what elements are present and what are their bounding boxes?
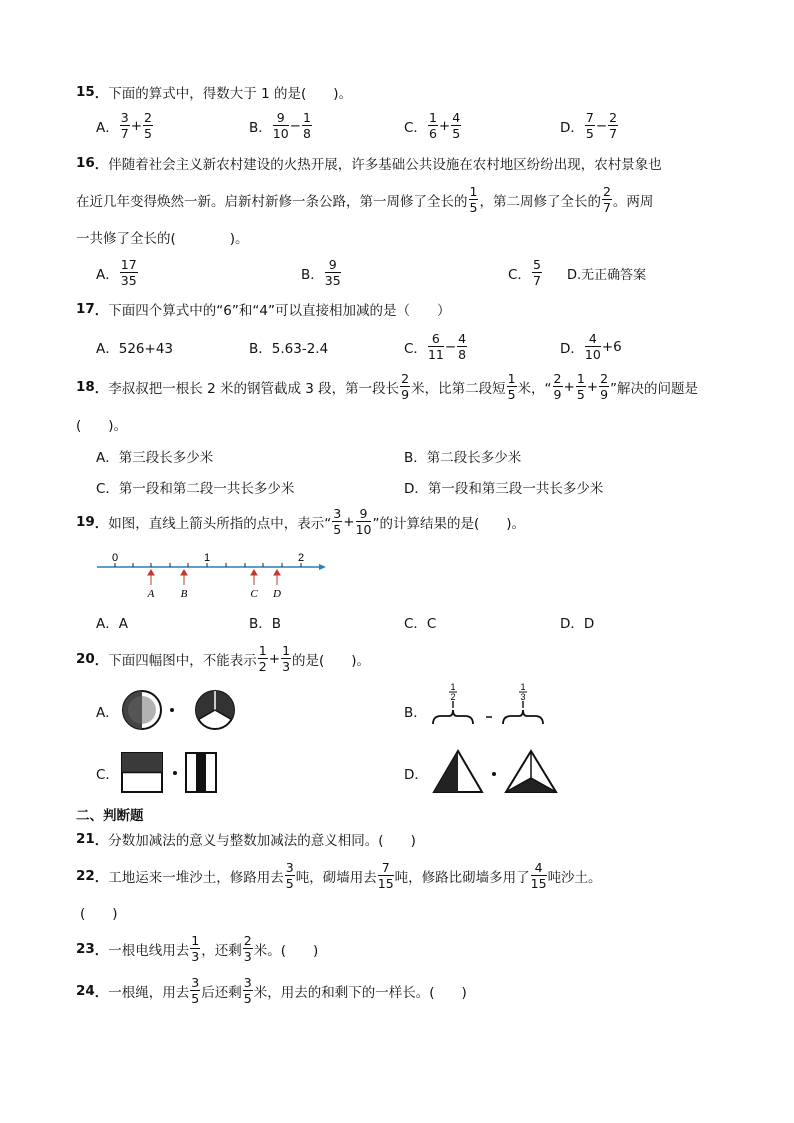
question-text: 下面四个算式中的“6”和“4”可以直接相加减的是（ ）: [108, 303, 451, 319]
q17-option-b[interactable]: [249, 337, 328, 357]
q20-option-d-label[interactable]: [404, 763, 428, 783]
fraction: $\frac{7}{15}$: [377, 859, 394, 891]
q19-option-b[interactable]: [249, 612, 281, 632]
question-22: 22 ． 工地运来一堆沙土，修路用去 $\frac{3}{5}$ 吨，砌墙用去 $\frac{7}{15}$ 吨，修路比砌墙多用了 $\frac{4}{15}$ 吨沙土。: [76, 859, 602, 891]
point-label-b: B: [180, 588, 188, 600]
fraction: $\frac{2}{3}$: [243, 932, 252, 964]
question-18-line2: [76, 414, 127, 434]
rect-half-shaded-region: [122, 753, 162, 773]
q20-option-a-figure[interactable]: [120, 688, 240, 734]
fraction: $\frac{4}{5}$: [452, 109, 461, 141]
question-text: 一共修了全长的( )。: [76, 231, 249, 247]
q16-option-b[interactable]: [301, 256, 342, 288]
question-19-stem: 19 ． 如图，直线上箭头所指的点中，表示“ $\frac{3}{5}$ + $\frac{9}{10}$ ”的计算结果的是( )。: [76, 505, 525, 537]
fraction: $\frac{7}{5}$: [585, 109, 594, 141]
section-title: 二、判断题: [76, 808, 144, 824]
option-label: B．: [404, 705, 427, 721]
fraction: $\frac{2}{7}$: [609, 109, 618, 141]
question-number: 18: [76, 379, 95, 395]
option-text: C．第一段和第二段一共长多少米: [96, 481, 295, 497]
q20-option-b-label[interactable]: [404, 701, 427, 721]
point-label-a: A: [147, 588, 155, 600]
tick-label-2: 2: [297, 552, 305, 564]
question-number: 15: [76, 84, 95, 100]
question-text: 下面四幅图中，不能表示: [108, 653, 257, 669]
option-text: C．C: [404, 616, 437, 632]
operator: −: [289, 118, 301, 134]
question-text: ( )。: [76, 418, 128, 434]
fraction: $\frac{3}{5}$: [243, 974, 252, 1006]
option-text: B．第二段长多少米: [404, 450, 522, 466]
question-text: 如图，直线上箭头所指的点中，表示“: [108, 516, 332, 532]
fraction: $\frac{1}{2}$: [258, 642, 267, 674]
question-number: 19: [76, 514, 95, 530]
question-17-stem: 17 ． 下面四个算式中的“6”和“4”可以直接相加减的是（ ）: [76, 301, 451, 319]
question-text: ，还剩: [201, 943, 242, 959]
fraction: $\frac{2}{7}$: [602, 183, 611, 215]
q20-option-c-label[interactable]: [96, 763, 119, 783]
option-label: A．: [96, 267, 119, 283]
number-line-figure: [90, 545, 340, 605]
question-22-answer[interactable]: [80, 902, 118, 922]
question-16-line2: [76, 183, 654, 215]
fraction: $\frac{1}{5}$: [507, 370, 516, 402]
tick-label-1: 1: [203, 552, 211, 564]
operator: +: [586, 379, 599, 395]
fraction: $\frac{1}{8}$: [302, 109, 311, 141]
option-text: D．第一段和第三段一共长多少米: [404, 481, 604, 497]
question-text: 在近几年变得焕然一新。启新村新修一条公路，第一周修了全长的: [76, 194, 468, 210]
shading-texture: [128, 696, 156, 724]
answer-blank: ( ): [80, 906, 118, 922]
fraction: $\frac{1}{5}$: [469, 183, 478, 215]
fraction: $\frac{9}{10}$: [355, 505, 372, 537]
option-label: D.无正确答案: [567, 267, 647, 283]
question-15-stem: 15 ． 下面的算式中，得数大于 1 的是( )。: [76, 84, 353, 102]
question-24: 24 ． 一根绳，用去 $\frac{3}{5}$ 后还剩 $\frac{3}{5}$ 米，用去的和剩下的一样长。( ): [76, 974, 467, 1006]
question-16-line3: [76, 227, 249, 247]
q19-option-c[interactable]: [404, 612, 436, 632]
question-text: 伴随着社会主义新农村建设的火热开展，许多基础公共设施在农村地区纷纷出现，农村景象也: [108, 157, 662, 173]
arrow-b-head: [181, 570, 187, 575]
brace-b-fraction-den: 3: [520, 692, 526, 702]
q20-option-b-figure[interactable]: [428, 680, 558, 730]
question-21: 21 ． 分数加减法的意义与整数加减法的意义相同。( ): [76, 831, 416, 849]
operator: +: [343, 514, 355, 530]
rect-third-shaded-region: [196, 753, 206, 792]
q19-option-a[interactable]: [96, 612, 128, 632]
q20-option-a-label[interactable]: [96, 701, 119, 721]
fraction: $\frac{1}{6}$: [428, 109, 437, 141]
question-text: 分数加减法的意义与整数加减法的意义相同。( ): [108, 833, 416, 849]
q16-option-d[interactable]: [567, 263, 646, 283]
option-text: B．B: [249, 616, 282, 632]
question-20-stem: 20 ． 下面四幅图中，不能表示 $\frac{1}{2}$ + $\frac{1}{3}$ 的是( )。: [76, 642, 371, 674]
fraction: $\frac{3}{5}$: [191, 974, 200, 1006]
option-label: D．: [560, 120, 584, 136]
fraction: $\frac{1}{5}$: [576, 370, 585, 402]
option-label: C．: [508, 267, 531, 283]
fraction: $\frac{3}{5}$: [285, 859, 294, 891]
plus-dot: [173, 771, 177, 775]
option-label: D．: [404, 767, 428, 783]
q18-option-d[interactable]: [404, 477, 603, 497]
q17-option-a[interactable]: [96, 337, 173, 357]
option-label: C．: [96, 767, 119, 783]
number-line-arrowhead: [319, 564, 326, 570]
question-text: 。两周: [612, 194, 654, 210]
brace-b: [503, 710, 543, 724]
question-text: 米，“: [517, 381, 552, 397]
question-text: 米。( ): [253, 943, 319, 959]
question-text: 吨，砌墙用去: [295, 870, 377, 886]
question-number: 24: [76, 983, 95, 999]
fraction: $\frac{1}{3}$: [191, 932, 200, 964]
option-text: +6: [601, 339, 622, 355]
fraction: $\frac{2}{5}$: [144, 109, 152, 141]
question-number: 21: [76, 831, 95, 847]
q15-option-a[interactable]: [96, 109, 154, 141]
option-label: D．: [560, 341, 584, 357]
operator: −: [595, 118, 608, 134]
section-heading: [76, 804, 144, 824]
fraction: $\frac{5}{7}$: [532, 256, 541, 288]
q16-option-c[interactable]: [508, 256, 543, 288]
option-label: B．: [249, 120, 272, 136]
operator: +: [438, 118, 451, 134]
option-text: D．D: [560, 616, 595, 632]
q15-option-d[interactable]: [560, 109, 619, 141]
tick-label-0: 0: [111, 552, 119, 564]
option-label: C．: [404, 341, 427, 357]
question-text: 后还剩: [201, 985, 242, 1001]
question-number: 16: [76, 155, 95, 171]
question-text: ”的计算结果的是( )。: [372, 516, 525, 532]
question-23: 23 ． 一根电线用去 $\frac{1}{3}$ ，还剩 $\frac{2}{3}$ 米。( ): [76, 932, 319, 964]
question-number: 23: [76, 941, 95, 957]
option-text: A．第三段长多少米: [96, 450, 214, 466]
q20-option-d-figure[interactable]: [432, 748, 562, 796]
q17-option-d[interactable]: [560, 330, 622, 362]
arrow-a-head: [148, 570, 154, 575]
fraction: $\frac{2}{9}$: [600, 370, 609, 402]
brace-a: [433, 710, 473, 724]
plus-dot: [492, 772, 496, 776]
option-label: C．: [404, 120, 427, 136]
brace-a-fraction-num: 1: [450, 682, 456, 692]
point-label-d: D: [273, 588, 281, 600]
option-text: A．A: [96, 616, 128, 632]
question-text: ，第二周修了全长的: [479, 194, 601, 210]
q18-option-b[interactable]: [404, 446, 521, 466]
fraction: $\frac{4}{10}$: [584, 330, 601, 362]
q18-option-c[interactable]: [96, 477, 294, 497]
question-text: 米，用去的和剩下的一样长。( ): [253, 985, 467, 1001]
question-16-line1: 16 ． 伴随着社会主义新农村建设的火热开展，许多基础公共设施在农村地区纷纷出现，农村景象也: [76, 155, 662, 173]
question-text: 米，比第二段短: [411, 381, 506, 397]
q16-option-a[interactable]: [96, 256, 139, 288]
fraction: $\frac{2}{9}$: [553, 370, 562, 402]
arrow-d-head: [274, 570, 280, 575]
fraction: $\frac{2}{9}$: [401, 370, 410, 402]
fraction: $\frac{9}{10}$: [272, 109, 289, 141]
fraction: $\frac{9}{35}$: [324, 256, 341, 288]
question-number: 20: [76, 651, 95, 667]
option-text: B．5.63-2.4: [249, 341, 329, 357]
q20-option-c-figure[interactable]: [120, 750, 230, 796]
question-text: 李叔叔把一根长 2 米的钢管截成 3 段，第一段长: [108, 381, 400, 397]
q15-option-b[interactable]: [249, 109, 313, 141]
option-label: B．: [301, 267, 324, 283]
question-text: 一根绳，用去: [108, 985, 190, 1001]
option-text: A．526+43: [96, 341, 173, 357]
fraction: $\frac{1}{3}$: [282, 642, 291, 674]
question-text: ”解决的问题是: [610, 381, 699, 397]
option-label: A．: [96, 120, 119, 136]
q15-option-c[interactable]: [404, 109, 462, 141]
question-18-line1: 18 ． 李叔叔把一根长 2 米的钢管截成 3 段，第一段长 $\frac{2}{9}$ 米，比第二段短 $\frac{1}{5}$ 米，“ $\frac{2}{9}$ + $\frac{1}{5}$ + $\frac{2}{9}$ ”解决的问题是: [76, 370, 699, 402]
operator: +: [268, 651, 281, 667]
q19-option-d[interactable]: [560, 612, 594, 632]
arrow-c-head: [251, 570, 257, 575]
fraction: $\frac{3}{5}$: [333, 505, 342, 537]
fraction: $\frac{6}{11}$: [427, 330, 444, 362]
operator: +: [563, 379, 575, 395]
q17-option-c[interactable]: [404, 330, 468, 362]
operator: −: [444, 339, 457, 355]
fraction: $\frac{4}{8}$: [458, 330, 467, 362]
question-text: 的是( )。: [292, 653, 371, 669]
brace-a-fraction-den: 2: [450, 692, 456, 702]
question-text: 一根电线用去: [108, 943, 190, 959]
option-label: A．: [96, 705, 119, 721]
fraction: $\frac{17}{35}$: [120, 256, 137, 288]
question-text: 工地运来一堆沙土，修路用去: [108, 870, 284, 886]
question-text: 下面的算式中，得数大于 1 的是( )。: [108, 86, 353, 102]
plus-dot: [170, 708, 174, 712]
fraction: $\frac{4}{15}$: [530, 859, 547, 891]
question-text: 吨沙土。: [547, 870, 602, 886]
operator: +: [130, 118, 143, 134]
q18-option-a[interactable]: [96, 446, 213, 466]
question-number: 22: [76, 868, 95, 884]
question-number: 17: [76, 301, 95, 317]
brace-b-fraction-num: 1: [520, 682, 526, 692]
fraction: $\frac{3}{7}$: [120, 109, 129, 141]
question-text: 吨，修路比砌墙多用了: [394, 870, 530, 886]
point-label-c: C: [250, 588, 258, 600]
